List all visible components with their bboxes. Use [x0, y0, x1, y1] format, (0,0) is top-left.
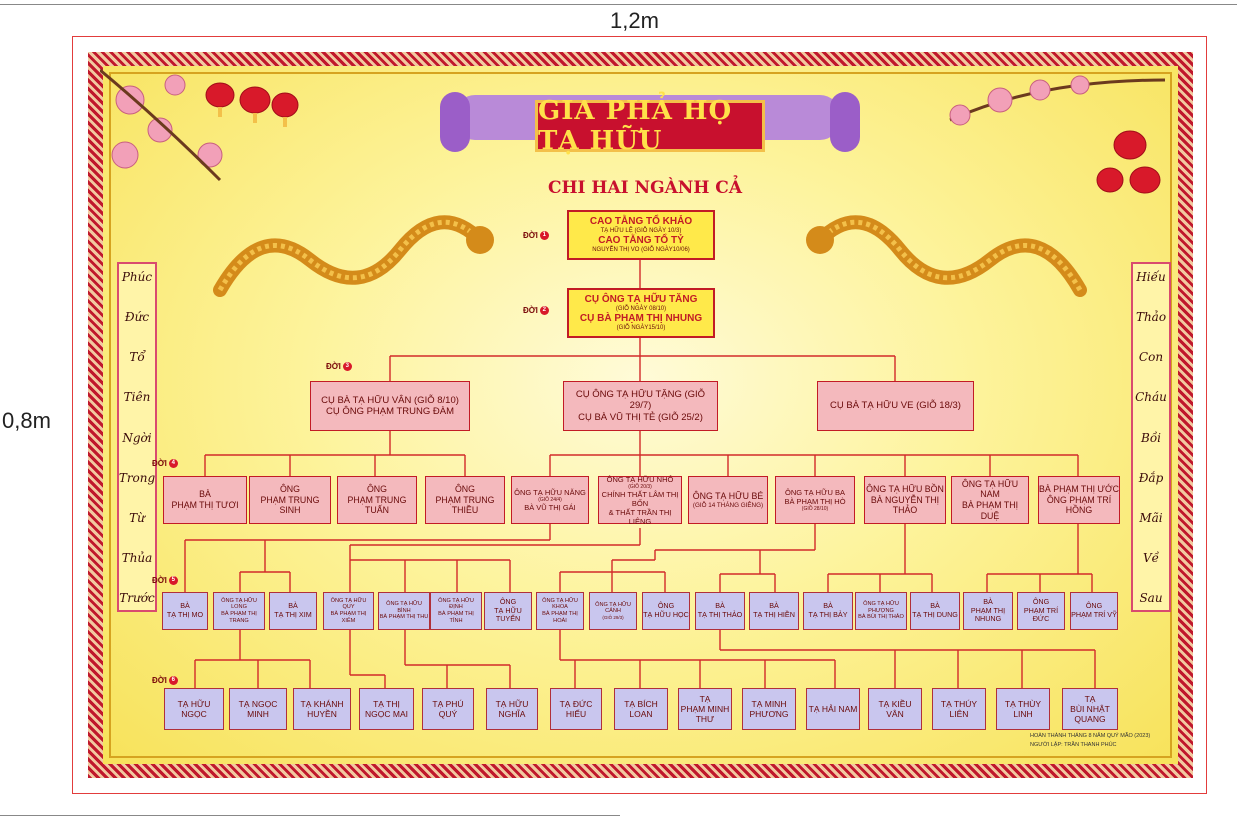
gen4-person-box-5-line-3: BÀ VŨ THỊ GÁI	[524, 503, 576, 512]
gen6-person-box-14	[996, 688, 1050, 730]
generation-number-6: 6	[169, 676, 178, 685]
gen5-person-box-1-line-1: BÀ	[180, 601, 190, 611]
gen5-person-box-8-line-2: BÀ PHẠM THỊ HOÀI	[542, 611, 578, 624]
gen6-person-box-13	[932, 688, 986, 730]
gen5-person-box-12-line-1: BÀ	[769, 601, 779, 611]
gen5-person-box-14-line-1: ÔNG TẠ HỮU PHƯỢNG	[863, 600, 899, 614]
left-verse-word-8: Thủa	[121, 550, 153, 565]
right-verse-word-7: Mãi	[1139, 510, 1163, 525]
gen4-person-box-1	[163, 476, 247, 524]
gen6-person-box-3-line-1: TẠ KHÁNH HUYỀN	[300, 698, 344, 719]
gen5-person-box-10	[642, 592, 690, 630]
gen6-person-box-12	[868, 688, 922, 730]
gen5-person-box-12-line-2: TẠ THỊ HIỀN	[753, 610, 795, 619]
generation-number-2: 2	[540, 306, 549, 315]
gen4-person-box-9-line-2: BÀ NGUYỄN THỊ THẢO	[870, 494, 940, 516]
gen5-person-box-11-line-1: BÀ	[715, 601, 725, 611]
gen4-person-box-11-line-1: BÀ PHẠM THỊ ƯỚC	[1039, 484, 1119, 495]
left-verse-word-9: Trước	[119, 591, 155, 605]
gen5-person-box-17-line-2: PHẠM TRÍ ĐỨC	[1023, 605, 1059, 624]
gen6-person-box-5-line-1: TẠ PHÚ QUÝ	[432, 698, 464, 719]
gen4-person-box-3	[337, 476, 417, 524]
gen6-person-box-15-line-2: BÙI NHẬT QUANG	[1070, 703, 1110, 725]
left-verse-word-2: Đức	[124, 310, 150, 325]
gen6-person-box-15	[1062, 688, 1118, 730]
gen4-person-box-3-line-1: ÔNG	[366, 484, 388, 495]
gen6-person-box-8-line-1: TẠ BÍCH LOAN	[624, 698, 658, 719]
gen4-person-box-9	[864, 476, 946, 524]
gen6-person-box-6-line-1: TẠ HỮU NGHĨA	[495, 698, 529, 719]
gen4-person-box-8-line-3: (GIỖ 28/10)	[801, 506, 829, 512]
gen4-person-box-4-line-1: ÔNG	[454, 484, 476, 495]
generation-number-4: 4	[169, 459, 178, 468]
gen4-person-box-9-line-1: ÔNG TẠ HỮU BỒN	[866, 484, 944, 495]
gen5-person-box-1	[162, 592, 208, 630]
gen4-person-box-5-line-2: (GIỖ 24/4)	[538, 497, 562, 503]
gen5-person-box-15-line-2: TẠ THỊ DUNG	[912, 610, 958, 619]
gen6-person-box-5	[422, 688, 474, 730]
left-verse-word-3: Tổ	[129, 350, 145, 365]
gen6-person-box-8	[614, 688, 668, 730]
gen5-person-box-11	[695, 592, 745, 630]
gen5-person-box-1-line-2: TẠ THỊ MO	[166, 610, 204, 619]
right-verse-word-3: Con	[1138, 350, 1164, 365]
gen4-person-box-4-line-2: PHẠM TRUNG THIỀU	[435, 494, 495, 516]
gen5-person-box-14	[855, 592, 907, 630]
gen5-person-box-4-line-1: ÔNG TẠ HỮU QUY	[330, 597, 367, 611]
right-verse-word-2: Thảo	[1135, 310, 1167, 325]
gen4-person-box-10	[951, 476, 1029, 524]
gen4-person-box-4	[425, 476, 505, 524]
gen5-person-box-16	[963, 592, 1013, 630]
gen5-person-box-18	[1070, 592, 1118, 630]
gen4-person-box-8-line-2: BÀ PHẠM THỊ HÒ	[784, 497, 846, 506]
gen4-person-box-6	[598, 476, 682, 524]
gen5-person-box-9-line-2: (GIỖ 29/3)	[602, 615, 624, 620]
gen6-person-box-4-line-1: TẠ THỊ NGỌC MAI	[365, 698, 408, 719]
gen4-person-box-2-line-1: ÔNG	[279, 484, 301, 495]
gen5-person-box-16-line-2: PHẠM THỊ NHUNG	[970, 605, 1006, 624]
gen5-person-box-13	[803, 592, 853, 630]
gen6-person-box-14-line-1: TẠ THÙY LINH	[1004, 698, 1042, 719]
gen4-person-box-7-line-1: ÔNG TẠ HỮU BÉ	[692, 490, 764, 501]
gen4-person-box-11	[1038, 476, 1120, 524]
gen6-person-box-12-line-1: TẠ KIỀU VÂN	[878, 698, 912, 719]
gen2-line2: (GIỖ NGÀY 08/10)	[615, 305, 667, 312]
generation-label-4: ĐỜI 4	[152, 459, 178, 468]
left-verse-word-1: Phúc	[121, 270, 153, 284]
gen1-line1: CAO TẰNG TỔ KHẢO	[589, 215, 693, 227]
gen6-person-box-1-line-1: TẠ HỮU NGỌC	[177, 698, 211, 719]
gen5-person-box-8	[536, 592, 584, 630]
gen5-person-box-2	[213, 592, 265, 630]
gen6-person-box-9	[678, 688, 732, 730]
gen5-person-box-15	[910, 592, 960, 630]
left-verse-word-7: Từ	[129, 510, 145, 525]
gen4-person-box-2-line-2: PHẠM TRUNG SINH	[260, 494, 320, 516]
author-note: NGƯỜI LẬP: TRẦN THANH PHÚC	[1030, 742, 1117, 748]
gen5-person-box-5-line-2: BÀ PHẠM THỊ THU	[379, 614, 429, 621]
generation-number-3: 3	[343, 362, 352, 371]
gen4-person-box-8-line-1: ÔNG TẠ HỮU BA	[784, 488, 846, 497]
gen4-person-box-2	[249, 476, 331, 524]
gen6-person-box-6	[486, 688, 538, 730]
gen5-person-box-5	[378, 592, 430, 630]
gen5-person-box-13-line-2: TẠ THỊ BẢY	[808, 610, 848, 619]
gen5-person-box-9	[589, 592, 637, 630]
generation-label-6: ĐỜI 6	[152, 676, 178, 685]
gen6-person-box-9-line-2: PHẠM MINH THƯ	[680, 703, 730, 725]
gen5-person-box-15-line-1: BÀ	[930, 601, 940, 611]
branch-subtitle: CHI HAI NGÀNH CẢ	[547, 178, 743, 198]
gen4-person-box-6-line-3: CHÍNH THẤT LÂM THỊ BỐN	[601, 489, 679, 508]
gen3-box-2	[563, 381, 718, 431]
gen4-person-box-7	[688, 476, 768, 524]
gen6-person-box-10-line-1: TẠ MINH PHƯƠNG	[749, 698, 789, 719]
gen5-person-box-8-line-1: ÔNG TẠ HỮU KHOA	[542, 597, 578, 611]
gen2-line1: CỤ ÔNG TẠ HỮU TĂNG	[584, 293, 698, 305]
gen5-person-box-6	[430, 592, 482, 630]
gen5-person-box-12	[749, 592, 799, 630]
gen1-ancestor-box	[567, 210, 715, 260]
gen5-person-box-3-line-1: BÀ	[288, 601, 298, 611]
gen5-person-box-3	[269, 592, 317, 630]
generation-number-1: 1	[540, 231, 549, 240]
gen5-person-box-3-line-2: TẠ THỊ XIM	[274, 610, 312, 619]
gen5-person-box-17-line-1: ÔNG	[1032, 597, 1050, 607]
right-verse-word-9: Sau	[1139, 591, 1163, 605]
right-verse-word-1: Hiếu	[1136, 270, 1166, 284]
gen5-person-box-13-line-1: BÀ	[823, 601, 833, 611]
gen6-person-box-13-line-1: TẠ THÚY LIÊN	[940, 698, 978, 719]
gen6-person-box-7-line-1: TẠ ĐỨC HIẾU	[559, 698, 593, 719]
generation-label-1: ĐỜI 1	[523, 231, 549, 240]
gen4-person-box-6-line-4: & THẤT TRẦN THỊ LIÊNG	[608, 507, 672, 526]
gen5-person-box-6-line-1: ÔNG TẠ HỮU ĐỊNH	[438, 597, 474, 611]
gen5-person-box-16-line-1: BÀ	[983, 597, 993, 607]
gen6-person-box-15-line-1: TẠ	[1084, 693, 1096, 704]
left-verse-word-6: Trong	[118, 470, 156, 485]
gen4-person-box-1-line-2: PHẠM THỊ TƯƠI	[171, 500, 239, 510]
gen3-box-1-line1: CỤ BÀ TẠ HỮU VÂN (GIỖ 8/10)	[321, 394, 459, 406]
gen5-person-box-7	[484, 592, 532, 630]
gen5-person-box-7-line-1: ÔNG	[499, 597, 517, 607]
generation-number-5: 5	[169, 576, 178, 585]
width-dimension: 1,2m	[610, 8, 659, 33]
gen4-person-box-5-line-1: ÔNG TẠ HỮU NĂNG	[514, 488, 586, 497]
right-verse-word-4: Cháu	[1135, 390, 1167, 405]
gen2-line3: CỤ BÀ PHẠM THỊ NHUNG	[579, 313, 703, 324]
gen5-person-box-17	[1017, 592, 1065, 630]
gen4-person-box-11-line-2: ÔNG PHẠM TRÍ HỒNG	[1046, 494, 1112, 516]
gen1-line3: CAO TẰNG TỔ TỶ	[598, 235, 684, 246]
gen6-person-box-11-line-1: TẠ HẢI NAM	[808, 703, 858, 714]
gen4-person-box-3-line-2: PHẠM TRUNG TUẤN	[347, 494, 407, 516]
gen5-person-box-18-line-2: PHẠM TRÍ VỸ	[1071, 610, 1117, 619]
gen5-person-box-14-line-2: BÀ BÙI THỊ THẢO	[858, 614, 904, 621]
gen4-person-box-10-line-2: BÀ PHẠM THỊ DUỆ	[961, 500, 1019, 521]
gen5-person-box-2-line-2: BÀ PHẠM THỊ TRANG	[221, 611, 257, 624]
gen4-person-box-6-line-2: (GIỖ 20/3)	[628, 483, 652, 490]
gen6-person-box-1	[164, 688, 224, 730]
generation-label-2: ĐỜI 2	[523, 306, 549, 315]
gen1-line4: NGUYỄN THỊ VO (GIỖ NGÀY10/06)	[592, 247, 690, 253]
gen6-person-box-2-line-1: TẠ NGỌC MINH	[238, 698, 278, 719]
gen4-person-box-8	[775, 476, 855, 524]
gen2-ancestor-box	[567, 288, 715, 338]
family-tree-title: GIA PHẢ HỌ TẠ HỮU	[535, 100, 765, 152]
gen5-person-box-6-line-2: BÀ PHẠM THỊ TỈNH	[438, 611, 474, 624]
height-dimension: 0,8m	[2, 408, 51, 433]
gen3-box-1-line2: CỤ ÔNG PHẠM TRUNG ĐÀM	[325, 406, 455, 417]
gen6-person-box-2	[229, 688, 287, 730]
left-verse-word-4: Tiên	[123, 390, 151, 405]
gen2-line4: (GIỖ NGÀY15/10)	[616, 325, 666, 331]
gen6-person-box-7	[550, 688, 602, 730]
gen5-person-box-11-line-2: TẠ THỊ THẢO	[697, 610, 743, 619]
gen3-box-3	[817, 381, 974, 431]
gen4-person-box-7-line-2: (GIỖ 14 THÁNG GIÊNG)	[692, 501, 764, 509]
gen5-person-box-9-line-1: ÔNG TẠ HỮU CẢNH	[595, 601, 631, 615]
gen5-person-box-4-line-2: BÀ PHẠM THỊ XIÊM	[330, 611, 367, 624]
generation-label-5: ĐỜI 5	[152, 576, 178, 585]
completion-note: HOÀN THÀNH THÁNG 8 NĂM QUÝ MÃO (2023)	[1030, 733, 1151, 739]
gen5-person-box-4	[323, 592, 374, 630]
gen5-person-box-10-line-1: ÔNG	[657, 601, 675, 611]
right-verse-word-5: Bồi	[1141, 430, 1161, 445]
gen3-box-3-line1: CỤ BÀ TẠ HỮU VE (GIỖ 18/3)	[830, 400, 961, 412]
gen5-person-box-10-line-2: TẠ HỮU HỌC	[643, 610, 689, 619]
left-verse-word-5: Ngời	[122, 430, 152, 445]
gen6-person-box-3	[293, 688, 351, 730]
gen6-person-box-9-line-1: TẠ	[699, 693, 711, 704]
gen6-person-box-10	[742, 688, 796, 730]
gen5-person-box-18-line-1: ÔNG	[1085, 601, 1103, 611]
gen5-person-box-2-line-1: ÔNG TẠ HỮU LONG	[221, 597, 257, 611]
gen5-person-box-7-line-2: TẠ HỮU TUYẾN	[494, 605, 522, 624]
right-verse-word-8: Về	[1142, 550, 1160, 565]
gen6-person-box-11	[806, 688, 860, 730]
gen4-person-box-5	[511, 476, 589, 524]
gen4-person-box-1-line-1: BÀ	[199, 489, 211, 500]
right-verse-word-6: Đắp	[1138, 470, 1164, 485]
gen3-box-2-line2: CỤ BÀ VŨ THỊ TẺ (GIỖ 25/2)	[578, 411, 703, 423]
generation-label-3: ĐỜI 3	[326, 362, 352, 371]
gen6-person-box-4	[359, 688, 414, 730]
gen5-person-box-5-line-1: ÔNG TẠ HỮU BÌNH	[386, 600, 422, 614]
gen4-person-box-6-line-1: ÔNG TẠ HỮU NHỎ	[606, 474, 674, 484]
gen1-line2: TẠ HỮU LỆ (GIỖ NGÀY 10/3)	[600, 227, 682, 234]
gen3-box-2-line1: CỤ ÔNG TẠ HỮU TẶNG (GIỖ 29/7)	[575, 388, 706, 412]
gen4-person-box-10-line-1: ÔNG TẠ HỮU NAM	[961, 478, 1019, 500]
gen3-box-1	[310, 381, 470, 431]
